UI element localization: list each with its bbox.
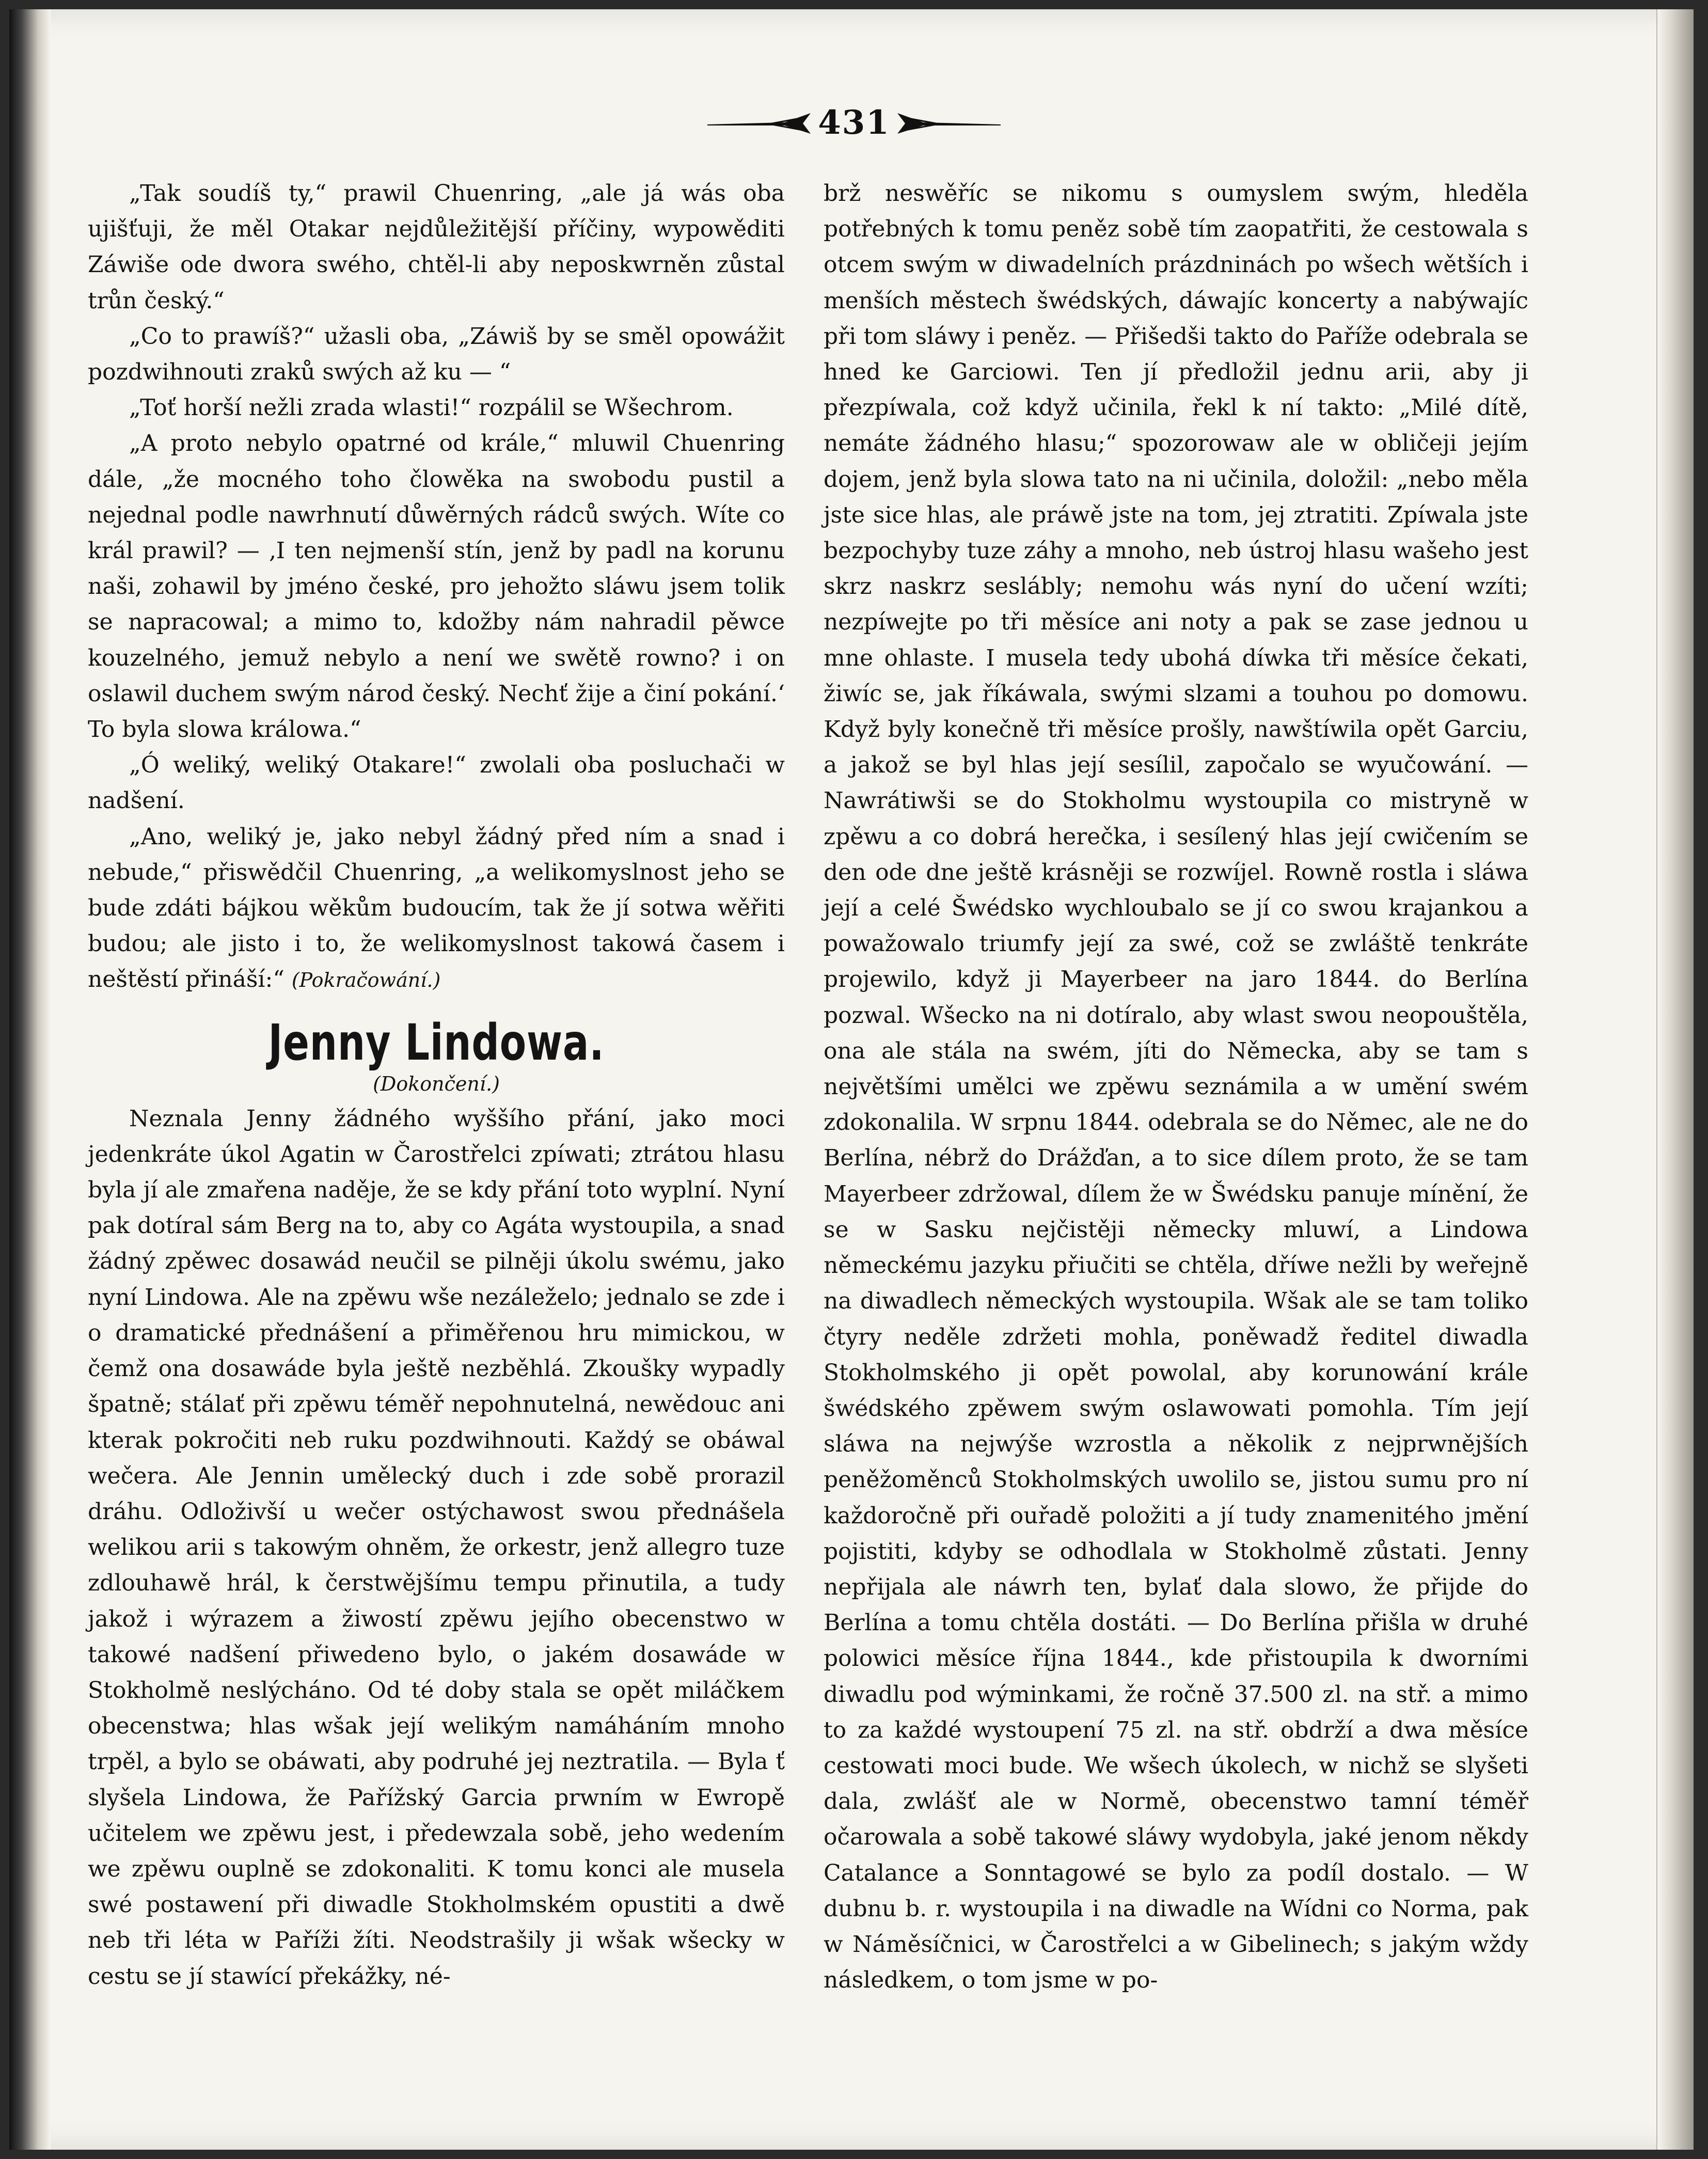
left-ornament-icon (707, 110, 811, 136)
paragraph: „Tak soudíš ty,“ prawil Chuenring, „ale já wás oba ujišťuji, že měl Otakar nejdůležitější příčiny, wypowěditi Záwiše ode dwora swého, chtěl-li aby neposkwrněn zůstal trůn český.“ (88, 180, 785, 314)
right-column (824, 176, 1528, 1998)
article-subtitle: (Dokončení.) (373, 1072, 500, 1095)
paragraph: „Co to prawíš?“ užasli oba, „Záwiš by se směl opowážit pozdwihnouti zraků swých až ku — “ (88, 323, 785, 386)
article-title: Jenny Lindowa. (268, 1013, 605, 1071)
left-column (88, 176, 785, 1994)
page-header (0, 103, 1708, 142)
book-binding-shadow (9, 9, 51, 2150)
paragraph-text: „Ano, weliký je, jako nebyl žádný před ním a snad i nebude,“ přiswědčil Chuenring, „a welikomyslnost jeho se bude zdáti bájkou wěkům budoucím, tak že jí sotwa wěřiti budou; ale jisto i to, že welikomyslnost takowá časem i neštěstí přináší:“ (88, 823, 785, 993)
article-paragraph: brž neswěříc se nikomu s oumyslem swým, hleděla potřebných k tomu peněz sobě tím zaopatřiti, že cestowala s otcem swým w diwadelních prázdninách po wšech wětších i menších městech šwédských, dáwajíc koncerty a nabýwajíc při tom sláwy i peněz. — Přišedši takto do Paříže odebrala se hned ke Garciowi. Ten jí předložil jednu arii, aby ji přezpíwala, což když učinila, řekl k ní takto: „Milé dítě, nemáte žádného hlasu;“ spozorowaw ale w obličeji jejím dojem, jenž byla slowa tato na ni učinila, doložil: „nebo měla jste sice hlas, ale práwě jste na tom, jej ztratiti. Zpíwala jste bezpochyby tuze záhy a mnoho, neb ústroj hlasu wašeho jest skrz naskrz seslábly; nemohu wás nyní do učení wzíti; nezpíwejte po tři měsíce ani noty a pak se zase jednou u mne ohlaste. I musela tedy ubohá díwka tři měsíce čekati, žiwíc se, jak říkáwala, swými slzami a touhou po domowu. Když byly konečně tři měsíce prošly, nawštíwila opět Garciu, a jakož se byl hlas její sesílil, započalo se wyučowání. — Nawrátiwši se do Stokholmu wystoupila co mistryně w zpěwu a co dobrá herečka, i sesílený hlas její cwičením se den ode dne ještě krásněji se rozwíjel. Rowně rostla i sláwa její a celé Šwédsko wychloubalo se jí co swou krajankou a powažowalo triumfy její za swé, což se zwláště tenkráte projewilo, když ji Mayerbeer na jaro 1844. do Berlína pozwal. Wšecko na ni dotíralo, aby wlast swou neopouštěla, ona ale stála na swém, jíti do Německa, aby se tam s největšími umělci we zpěwu seznámila a w umění swém zdokonalila. W srpnu 1844. odebrala se do Němec, ale ne do Berlína, nébrž do Drážďan, a to sice dílem proto, že se tam Mayerbeer zdržowal, dílem že w Šwédsku panuje mínění, že se w Sasku nejčistěji německy mluwí, a Lindowa německému jazyku přiučiti se chtěla, dříwe nežli by weřejně na diwadlech německých wystoupila. Wšak ale se tam toliko čtyry neděle zdržeti mohla, poněwadž ředitel diwadla Stokholmského ji opět powolal, aby korunowání krále šwédského zpěwem swým oslawowati pomohla. Tím její sláwa na nejwýše wzrostla a několik z nejprwnějších peněžoměnců Stokholmských uwolilo se, jistou sumu pro ní každoročně při ouřadě položiti a jí tudy znamenitého jmění pojistiti, kdyby se odhodlala w Stokholmě zůstati. Jenny nepřijala ale náwrh ten, bylať dala slowo, že přijde do Berlína a tomu chtěla dostáti. — Do Berlína přišla w druhé polowici měsíce října 1844., kde přistoupila k dworními diwadlu pod wýminkami, že ročně 37.500 zl. na stř. a mimo to za každé wystoupení 75 zl. na stř. obdrží a dwa měsíce cestowati moci bude. We wšech úkolech, w nichž se slyšeti dala, zwlášť ale w Normě, obecenstwo tamní téměř očarowala a sobě takowé sláwy wydobyla, jaké jenom někdy Catalance a Sonntagowé se bylo za podíl dostalo. — W dubnu b. r. wystoupila i na diwadle na Wídni co Norma, pak w Náměsíčnici, w Čarostřelci a w Gibelinech; s jakým wždy následkem, o tom jsme w po- (824, 180, 1528, 1994)
paragraph: „Ó weliký, weliký Otakare!“ zwolali oba posluchači w nadšení. (88, 752, 785, 814)
paragraph: „Toť horší nežli zrada wlasti!“ rozpálil se Wšechrom. (129, 395, 734, 421)
page-number: 431 (818, 103, 890, 142)
article-paragraph: Neznala Jenny žádného wyššího přání, jako moci jedenkráte úkol Agatin w Čarostřelci zpíwati; ztrátou hlasu byla jí ale zmařena naděje, že se kdy přání toto wyplní. Nyní pak dotíral sám Berg na to, aby co Agáta wystoupila, a snad žádný zpěwec dosawád neučil se pilněji úkolu swému, jako nyní Lindowa. Ale na zpěwu wše nezáleželo; jednalo se zde i o dramatické přednášení a přiměřenou hru mimickou, w čemž ona dosawáde byla ještě nezběhlá. Zkoušky wypadly špatně; stálať při zpěwu téměř nepohnutelná, newědouc ani kterak pokročiti neb ruku pozdwihnouti. Každý se obáwal wečera. Ale Jennin umělecký duch i zde sobě prorazil dráhu. Odloživší u wečer ostýchawost swou přednášela welikou arii s takowým ohněm, že orkestr, jenž allegro tuze zdlouhawě hrál, k čerstwějšímu tempu přinutila, a tudy jakož i wýrazem a žiwostí zpěwu jejího obecenstwo w takowé nadšení přiwedeno bylo, o jakém dosawáde w Stokholmě neslýcháno. Od té doby stala se opět miláčkem obecenstwa; hlas wšak její welikým namáháním mnoho trpěl, a bylo se obáwati, aby podruhé jej neztratila. — Byla ť slyšela Lindowa, že Pařížský Garcia prwním w Ewropě učitelem we zpěwu jest, i předewzala sobě, jeho wedením we zpěwu ouplně se zdokonaliti. K tomu konci ale musela swé postawení při diwadle Stokholmském opustiti a dwě neb tři léta w Paříži žíti. Neodstrašily ji wšak wšecky w cestu se jí stawící překážky, né- (88, 1105, 785, 1990)
paragraph: „A proto nebylo opatrné od krále,“ mluwil Chuenring dále, „že mocného toho člowěka na swobodu pustil a nejednal podle nawrhnutí důwěrných rádců swých. Wíte co král prawil? — ‚I ten nejmenší stín, jenž by padl na korunu naši, zohawil by jméno české, pro jehožto sláwu jsem tolik se napracowal; a mimo to, kdožby nám nahradil pěwce kouzelného, jemuž nebylo a není we swětě rowno? i on oslawil duchem swým národ český. Nechť žije a činí pokání.‘ To byla slowa králowa.“ (88, 430, 785, 743)
paragraph-with-continuation (88, 819, 785, 999)
right-ornament-icon (897, 110, 1001, 136)
page-edge (1656, 9, 1694, 2150)
continuation-note: (Pokračowání.) (291, 969, 441, 992)
